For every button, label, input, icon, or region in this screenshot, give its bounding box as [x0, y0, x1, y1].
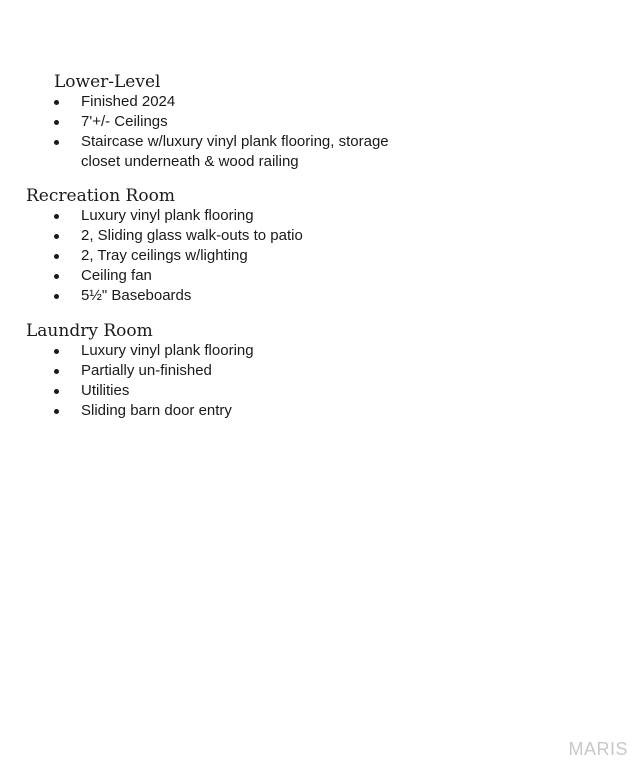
list-item	[54, 132, 411, 172]
bullet-icon	[54, 409, 59, 414]
list-item-text: Finished 2024	[81, 93, 176, 110]
list-item	[54, 381, 411, 401]
list-item-text: Partially un-finished	[81, 362, 212, 379]
bullet-icon	[54, 120, 59, 125]
list-item	[54, 226, 411, 246]
bullet-icon	[54, 234, 59, 239]
bullet-icon	[54, 100, 59, 105]
list-item-text: 2, Tray ceilings w/lighting	[81, 247, 248, 264]
bullet-icon	[54, 214, 59, 219]
list-item-text: 2, Sliding glass walk-outs to patio	[81, 227, 303, 244]
list-item	[54, 341, 411, 361]
list-item-text: Luxury vinyl plank flooring	[81, 207, 254, 224]
list-item	[54, 112, 411, 132]
list-item-text: Luxury vinyl plank flooring	[81, 342, 254, 359]
maris-watermark: MARIS	[568, 739, 628, 759]
bullet-icon	[54, 369, 59, 374]
section-heading-recreation-room: Recreation Room	[26, 186, 175, 206]
bullet-icon	[54, 274, 59, 279]
list-item-text: Utilities	[81, 382, 130, 399]
section-heading-lower-level: Lower-Level	[54, 72, 161, 92]
bullet-icon	[54, 389, 59, 394]
bullet-icon	[54, 349, 59, 354]
list-item	[54, 286, 411, 306]
lower-level-list	[54, 92, 411, 172]
bullet-icon	[54, 140, 59, 145]
list-item	[54, 401, 411, 421]
list-item	[54, 361, 411, 381]
bullet-icon	[54, 254, 59, 259]
list-item	[54, 92, 411, 112]
list-item-text: 7'+/- Ceilings	[81, 113, 168, 130]
section-heading-laundry-room: Laundry Room	[26, 321, 153, 341]
list-item-text: Ceiling fan	[81, 267, 152, 284]
list-item-text: Sliding barn door entry	[81, 402, 232, 419]
laundry-room-list	[54, 341, 411, 421]
list-item	[54, 266, 411, 286]
recreation-room-list	[54, 206, 411, 306]
bullet-icon	[54, 294, 59, 299]
list-item	[54, 206, 411, 226]
list-item-text: Staircase w/luxury vinyl plank flooring, storage closet underneath & wood railing	[81, 133, 389, 170]
list-item-text: 5½" Baseboards	[81, 287, 192, 304]
list-item	[54, 246, 411, 266]
